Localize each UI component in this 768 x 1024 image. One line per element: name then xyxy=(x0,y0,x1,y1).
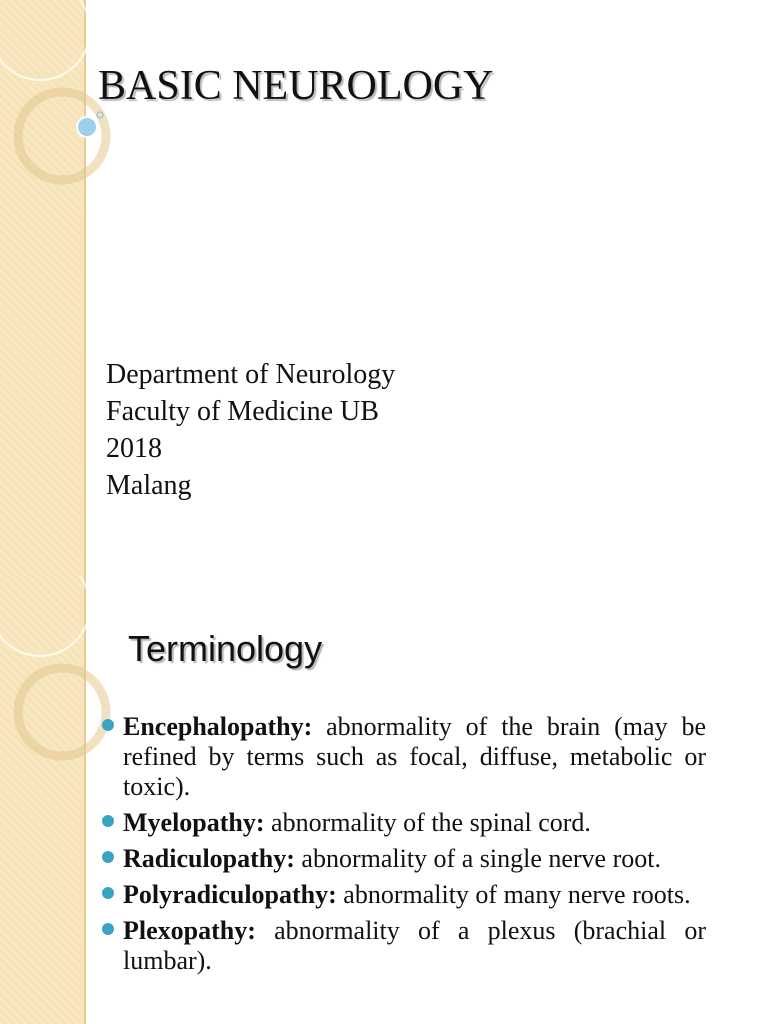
term-name: Radiculopathy: xyxy=(123,844,295,873)
list-item xyxy=(100,808,706,838)
list-item xyxy=(100,880,706,910)
slide-title: BASIC NEUROLOGY xyxy=(98,63,494,109)
subtitle-city: Malang xyxy=(106,470,192,501)
bullet-icon xyxy=(102,923,114,935)
term-name: Myelopathy: xyxy=(123,808,265,837)
term-definition: abnormality of the spinal cord. xyxy=(264,808,591,837)
term-definition: abnormality of a single nerve root. xyxy=(294,844,661,873)
term-definition: abnormality of the brain (may be refined by terms such as focal, diffuse, metabolic or toxic). xyxy=(123,712,706,801)
term-name: Encephalopathy: xyxy=(123,712,313,741)
bullet-icon xyxy=(102,815,114,827)
terminology-list xyxy=(100,712,706,982)
decorative-circles-icon xyxy=(0,0,120,220)
subtitle-faculty: Faculty of Medicine UB xyxy=(106,396,379,427)
terminology-slide xyxy=(0,576,768,1024)
bullet-icon xyxy=(102,719,114,731)
subtitle-year: 2018 xyxy=(106,433,162,464)
list-item xyxy=(100,916,706,976)
list-item xyxy=(100,712,706,802)
bullet-icon xyxy=(102,851,114,863)
term-name: Polyradiculopathy: xyxy=(123,880,337,909)
term-definition: abnormality of a plexus (brachial or lumbar). xyxy=(123,916,706,975)
slide-heading: Terminology xyxy=(128,628,323,669)
slide-subtitle xyxy=(106,356,395,504)
term-name: Plexopathy: xyxy=(123,916,256,945)
list-item xyxy=(100,844,706,874)
term-definition: abnormality of many nerve roots. xyxy=(336,880,691,909)
bullet-icon xyxy=(102,887,114,899)
subtitle-department: Department of Neurology xyxy=(106,359,396,390)
